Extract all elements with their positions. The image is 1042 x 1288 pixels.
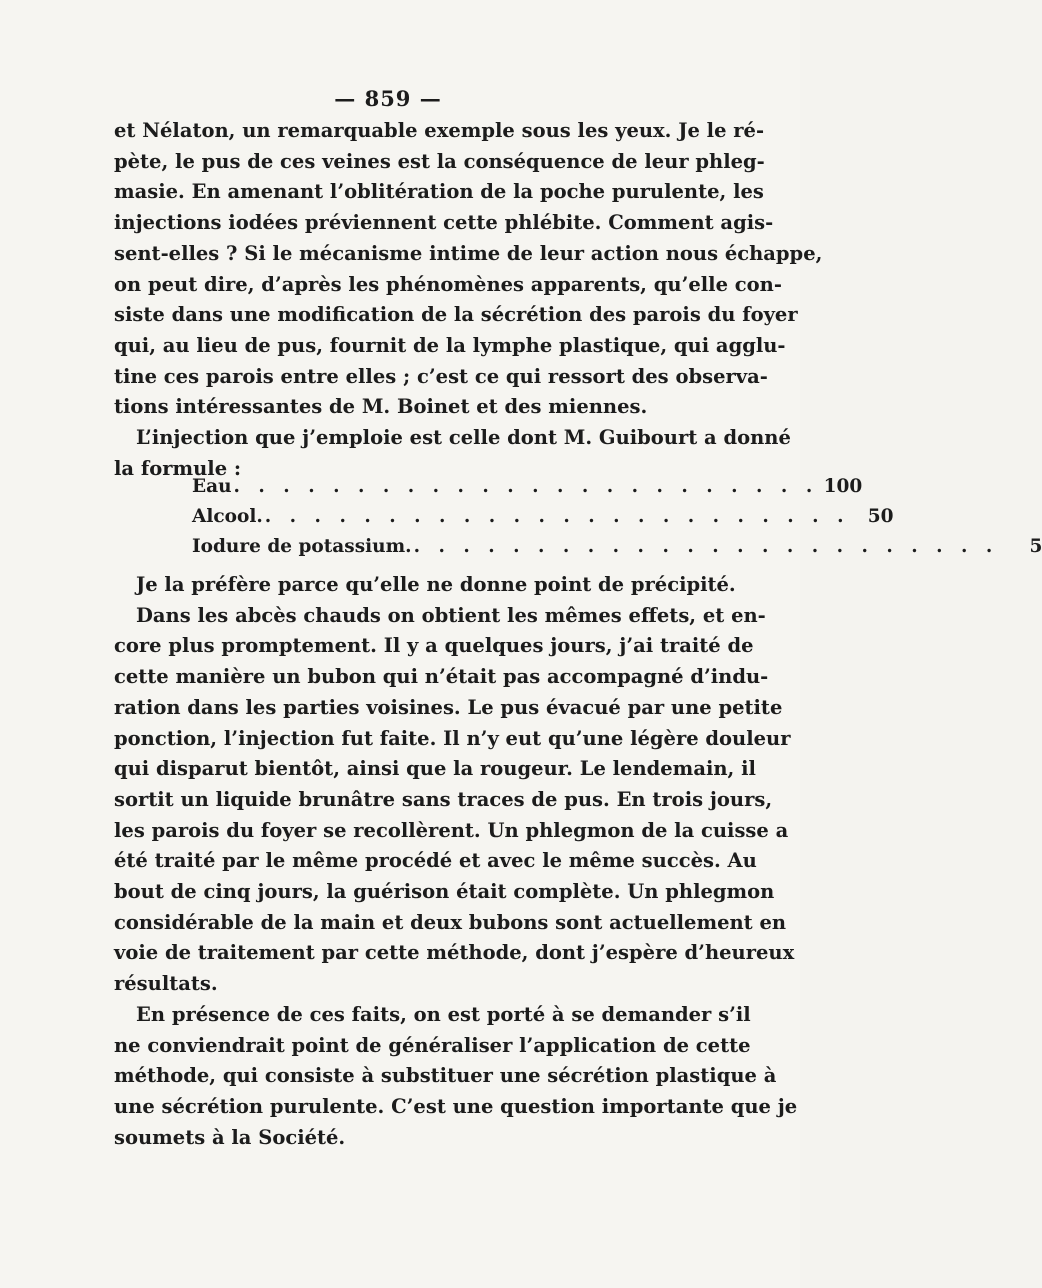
formula-leader-dots: . . . . . . . . . . . . . . . . . . . . . . . .	[233, 476, 819, 497]
formula-quantity: 5	[1029, 536, 1042, 557]
text-line: ponction, l’injection fut faite. Il n’y eut qu’une légère douleur	[114, 726, 791, 750]
text-line: soumets à la Société.	[114, 1125, 346, 1149]
text-line: résultats.	[114, 972, 218, 996]
text-line: sent-elles ? Si le mécanisme intime de leur action nous échappe,	[114, 241, 823, 265]
formula-row	[192, 472, 863, 502]
text-line: une sécrétion purulente. C’est une question importante que je	[114, 1094, 798, 1118]
text-line: on peut dire, d’après les phénomènes apparents, qu’elle con-	[114, 272, 782, 296]
text-line: les parois du foyer se recollèrent. Un phlegmon de la cuisse a	[114, 818, 789, 842]
text-line: Je la préfère parce qu’elle ne donne point de précipité.	[136, 573, 736, 596]
formula-ingredient: Eau	[192, 476, 232, 497]
text-line: méthode, qui consiste à substituer une sécrétion plastique à	[114, 1064, 777, 1088]
text-line: Dans les abcès chauds on obtient les mêmes effets, et en-	[136, 603, 766, 627]
text-line: sortit un liquide brunâtre sans traces de pus. En trois jours,	[114, 787, 773, 811]
formula-leader-dots: . . . . . . . . . . . . . . . . . . . . . . . .	[264, 506, 850, 527]
text-line: injections iodées préviennent cette phlébite. Comment agis-	[114, 211, 774, 235]
formula-table	[192, 472, 1042, 562]
formula-quantity: 100	[823, 476, 863, 497]
text-line: qui disparut bientôt, ainsi que la rougeur. Le lendemain, il	[114, 757, 756, 781]
text-line: pète, le pus de ces veines est la conséquence de leur phleg-	[114, 149, 765, 173]
text-line: été traité par le même procédé et avec le même succès. Au	[114, 849, 757, 873]
text-line: siste dans une modification de la sécrétion des parois du foyer	[114, 303, 798, 327]
text-line: qui, au lieu de pus, fournit de la lymphe plastique, qui agglu-	[114, 333, 786, 357]
text-line: ration dans les parties voisines. Le pus évacué par une petite	[114, 695, 783, 719]
formula-leader-dots: . . . . . . . . . . . . . . . . . . . . . . . .	[413, 536, 999, 557]
formula-row	[192, 502, 894, 532]
text-line: core plus promptement. Il y a quelques jours, j’ai traité de	[114, 634, 754, 658]
text-line: et Nélaton, un remarquable exemple sous les yeux. Je le ré-	[114, 119, 765, 142]
text-line: considérable de la main et deux bubons sont actuellement en	[114, 910, 787, 934]
text-line: L’injection que j’emploie est celle dont M. Guibourt a donné	[136, 426, 791, 450]
text-block-bottom	[114, 570, 798, 1153]
page-number: — 859 —	[334, 86, 442, 111]
formula-ingredient: Iodure de potassium.	[192, 536, 412, 557]
formula-ingredient: Alcool.	[192, 506, 263, 527]
text-line: bout de cinq jours, la guérison était complète. Un phlegmon	[114, 880, 775, 904]
text-line: tine ces parois entre elles ; c’est ce qui ressort des observa-	[114, 364, 768, 388]
text-block-top	[114, 116, 823, 484]
text-line: tions intéressantes de M. Boinet et des miennes.	[114, 395, 648, 419]
text-line: masie. En amenant l’oblitération de la poche purulente, les	[114, 180, 764, 204]
formula-quantity: 50	[867, 506, 894, 527]
text-line: ne conviendrait point de généraliser l’application de cette	[114, 1033, 751, 1057]
text-line: cette manière un bubon qui n’était pas accompagné d’indu-	[114, 665, 769, 689]
text-line: En présence de ces faits, on est porté à se demander s’il	[136, 1002, 751, 1026]
text-line: voie de traitement par cette méthode, dont j’espère d’heureux	[114, 941, 795, 965]
text-line: la formule :	[114, 456, 242, 480]
formula-row	[192, 532, 1042, 562]
